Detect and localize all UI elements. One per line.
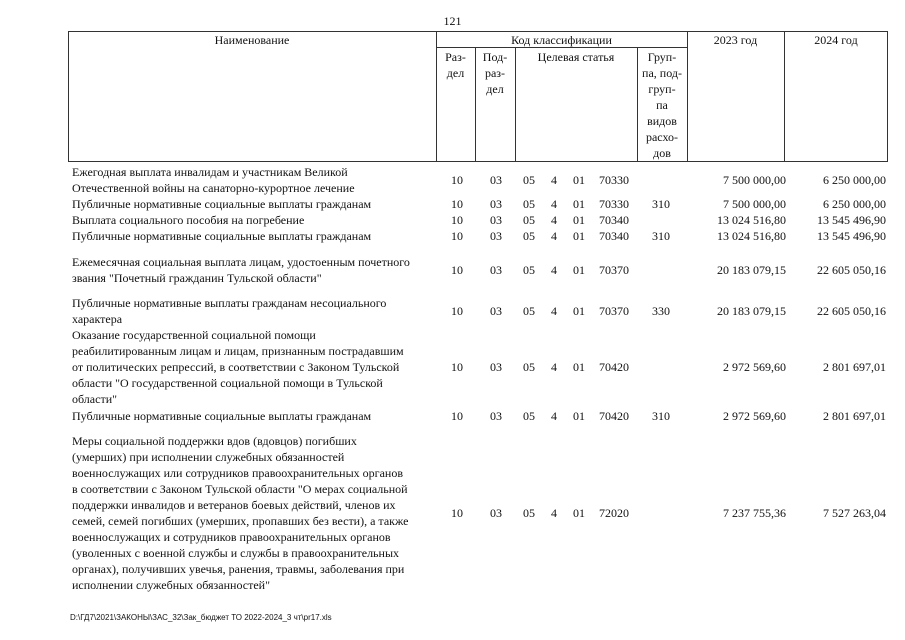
row-code-t3: 01 (573, 173, 585, 187)
row-code-razdel: 10 (451, 197, 463, 211)
header-year-2024: 2024 год (814, 33, 858, 47)
row-code-podrazdel: 03 (490, 409, 502, 423)
row-code-t4: 70370 (599, 304, 629, 318)
row-name: Оказание государственной социальной помощи реабилитированным лицам и лицам, признанным пострадавшим от политических репрессий, в соответствии с Законом Тульской области "О государственной социальной помощи в Тульской области" (72, 328, 404, 406)
row-code-razdel: 10 (451, 506, 463, 520)
row-code-t1: 05 (523, 173, 535, 187)
row-name: Меры социальной поддержки вдов (вдовцов) погибших (умерших) при исполнении служебных обязанностей военнослужащих или сотрудников правоохранительных органов в соответствии с Законом Тульской области "О мерах социальной поддержки инвалидов и ветеранов боевых действий, членов их семей, семей погибших (умерших, пропавших без вести), а также военнослужащих и сотрудников правоохранительных органов (уволенных с военной службы и службы в правоохранительных органах), получивших увечья, ранения, травмы, заболевания при исполнении служебных обязанностей" (72, 434, 409, 592)
row-code-t3: 01 (573, 360, 585, 374)
row-code-razdel: 10 (451, 213, 463, 227)
header-podrazdel: Под- раз- дел (482, 50, 508, 96)
row-name: Ежегодная выплата инвалидам и участникам Великой Отечественной войны на санаторно-курортное лечение (72, 165, 355, 195)
row-code-group: 310 (652, 197, 670, 211)
row-code-group: 330 (652, 304, 670, 318)
row-amount-y2024: 6 250 000,00 (823, 173, 886, 187)
row-amount-y2023: 7 500 000,00 (723, 173, 786, 187)
row-name: Выплата социального пособия на погребение (72, 213, 305, 227)
row-code-t4: 70330 (599, 173, 629, 187)
row-code-t1: 05 (523, 304, 535, 318)
row-code-t1: 05 (523, 197, 535, 211)
row-amount-y2023: 2 972 569,60 (723, 360, 786, 374)
row-code-podrazdel: 03 (490, 229, 502, 243)
row-code-t3: 01 (573, 263, 585, 277)
row-code-t4: 70330 (599, 197, 629, 211)
row-amount-y2024: 22 605 050,16 (817, 304, 886, 318)
row-code-t1: 05 (523, 229, 535, 243)
row-amount-y2023: 13 024 516,80 (717, 229, 786, 243)
row-code-razdel: 10 (451, 304, 463, 318)
row-code-t4: 70420 (599, 409, 629, 423)
row-code-t2: 4 (551, 506, 557, 520)
row-amount-y2024: 13 545 496,90 (817, 229, 886, 243)
row-code-group: 310 (652, 229, 670, 243)
row-code-t2: 4 (551, 304, 557, 318)
row-amount-y2024: 2 801 697,01 (823, 409, 886, 423)
row-code-t1: 05 (523, 213, 535, 227)
row-code-t4: 70370 (599, 263, 629, 277)
row-code-t4: 70340 (599, 213, 629, 227)
row-code-t3: 01 (573, 229, 585, 243)
file-path-footer: D:\ГД7\2021\ЗАКОНЫ\ЗАС_32\Зак_бюджет ТО 2022-2024_3 чт\pr17.xls (70, 613, 332, 622)
row-code-razdel: 10 (451, 409, 463, 423)
row-code-podrazdel: 03 (490, 304, 502, 318)
row-amount-y2023: 7 500 000,00 (723, 197, 786, 211)
row-code-group: 310 (652, 409, 670, 423)
row-code-t3: 01 (573, 409, 585, 423)
row-name: Публичные нормативные социальные выплаты гражданам (72, 229, 372, 243)
row-code-razdel: 10 (451, 360, 463, 374)
row-amount-y2023: 20 183 079,15 (717, 263, 786, 277)
row-amount-y2024: 7 527 263,04 (823, 506, 886, 520)
row-code-t4: 72020 (599, 506, 629, 520)
row-code-t4: 70420 (599, 360, 629, 374)
row-code-t1: 05 (523, 263, 535, 277)
row-amount-y2023: 20 183 079,15 (717, 304, 786, 318)
row-code-t1: 05 (523, 506, 535, 520)
row-name: Публичные нормативные социальные выплаты гражданам (72, 197, 372, 211)
row-code-t1: 05 (523, 409, 535, 423)
row-code-t2: 4 (551, 409, 557, 423)
row-amount-y2023: 13 024 516,80 (717, 213, 786, 227)
row-amount-y2024: 13 545 496,90 (817, 213, 886, 227)
row-code-t2: 4 (551, 229, 557, 243)
row-code-podrazdel: 03 (490, 213, 502, 227)
row-code-podrazdel: 03 (490, 197, 502, 211)
row-code-t3: 01 (573, 506, 585, 520)
row-code-t2: 4 (551, 197, 557, 211)
row-code-razdel: 10 (451, 229, 463, 243)
row-code-podrazdel: 03 (490, 263, 502, 277)
page-number: 121 (443, 14, 462, 28)
row-name: Ежемесячная социальная выплата лицам, удостоенным почетного звания "Почетный гражданин Тульской области" (72, 255, 410, 285)
row-name: Публичные нормативные социальные выплаты гражданам (72, 409, 372, 423)
row-code-podrazdel: 03 (490, 506, 502, 520)
header-group: Груп- па, под- груп- па видов расхо- дов (642, 50, 682, 160)
header-razdel: Раз- дел (445, 50, 466, 80)
header-year-2023: 2023 год (713, 33, 758, 47)
row-code-t4: 70340 (599, 229, 629, 243)
header-name: Наименование (214, 33, 290, 47)
header-target: Целевая статья (537, 50, 615, 64)
row-code-t3: 01 (573, 304, 585, 318)
row-code-t2: 4 (551, 360, 557, 374)
row-code-t2: 4 (551, 263, 557, 277)
row-amount-y2024: 6 250 000,00 (823, 197, 886, 211)
row-code-t3: 01 (573, 197, 585, 211)
row-code-t2: 4 (551, 213, 557, 227)
row-code-razdel: 10 (451, 173, 463, 187)
row-code-podrazdel: 03 (490, 173, 502, 187)
row-amount-y2024: 2 801 697,01 (823, 360, 886, 374)
row-code-razdel: 10 (451, 263, 463, 277)
row-code-t3: 01 (573, 213, 585, 227)
row-amount-y2023: 2 972 569,60 (723, 409, 786, 423)
row-code-t1: 05 (523, 360, 535, 374)
row-code-t2: 4 (551, 173, 557, 187)
row-amount-y2024: 22 605 050,16 (817, 263, 886, 277)
row-code-podrazdel: 03 (490, 360, 502, 374)
table-header (68, 31, 888, 162)
row-amount-y2023: 7 237 755,36 (723, 506, 786, 520)
row-name: Публичные нормативные выплаты гражданам несоциального характера (72, 296, 387, 326)
header-code-group: Код классификации (511, 33, 612, 47)
